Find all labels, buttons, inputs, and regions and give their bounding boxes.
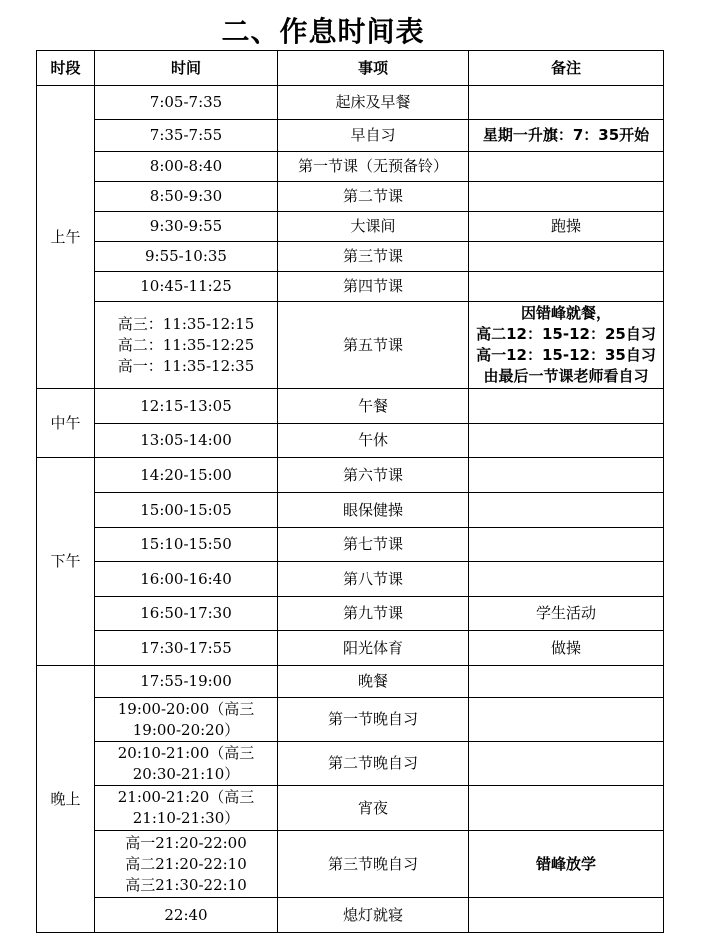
note-line: 高二12：15-12：25自习 <box>476 325 656 343</box>
note-cell <box>469 182 664 212</box>
item-cell: 第二节晚自习 <box>278 742 469 786</box>
time-line: 21:10-21:30） <box>132 809 240 827</box>
time-cell: 16:50-17:30 <box>95 597 278 631</box>
table-row <box>37 182 664 212</box>
note-cell <box>469 493 664 528</box>
table-row <box>37 786 664 831</box>
time-cell: 10:45-11:25 <box>95 272 278 302</box>
item-cell: 早自习 <box>278 120 469 152</box>
item-cell: 第三节课 <box>278 242 469 272</box>
time-line: 20:10-21:00（高三 <box>117 743 255 762</box>
time-cell <box>95 831 278 898</box>
time-line: 高三：11:35-12:15 <box>117 314 255 333</box>
time-cell: 22:40 <box>95 898 278 933</box>
note-cell <box>469 272 664 302</box>
table-row <box>37 389 664 424</box>
table-row <box>37 898 664 933</box>
item-cell: 第一节晚自习 <box>278 698 469 742</box>
time-line: 高二：11:35-12:25 <box>117 335 255 354</box>
table-row <box>37 562 664 597</box>
period-afternoon: 下午 <box>37 458 95 666</box>
period-noon: 中午 <box>37 389 95 458</box>
table-row <box>37 302 664 389</box>
page-title: 二、作息时间表 <box>221 15 425 48</box>
time-cell: 7:35-7:55 <box>95 120 278 152</box>
item-cell: 宵夜 <box>278 786 469 831</box>
item-cell: 起床及早餐 <box>278 86 469 120</box>
table-row <box>37 493 664 528</box>
note-cell <box>469 458 664 493</box>
table-row <box>37 458 664 493</box>
header-period: 时段 <box>37 51 95 86</box>
note-cell <box>469 152 664 182</box>
time-line: 高二21:20-22:10 <box>125 854 247 873</box>
time-cell <box>95 698 278 742</box>
note-cell <box>469 786 664 831</box>
item-cell: 晚餐 <box>278 666 469 698</box>
item-cell: 第五节课 <box>278 302 469 389</box>
time-cell: 13:05-14:00 <box>95 424 278 458</box>
time-cell: 14:20-15:00 <box>95 458 278 493</box>
time-line: 高三21:30-22:10 <box>125 875 247 894</box>
table-row <box>37 597 664 631</box>
item-cell: 第八节课 <box>278 562 469 597</box>
time-cell: 17:55-19:00 <box>95 666 278 698</box>
time-cell: 7:05-7:35 <box>95 86 278 120</box>
table-row <box>37 212 664 242</box>
time-cell <box>95 786 278 831</box>
time-cell <box>95 302 278 389</box>
item-cell: 第三节晚自习 <box>278 831 469 898</box>
schedule-table <box>36 50 664 933</box>
item-cell: 大课间 <box>278 212 469 242</box>
note-cell: 学生活动 <box>469 597 664 631</box>
item-cell: 午餐 <box>278 389 469 424</box>
note-cell <box>469 86 664 120</box>
header-note: 备注 <box>469 51 664 86</box>
table-row <box>37 631 664 666</box>
table-row <box>37 528 664 562</box>
table-row <box>37 120 664 152</box>
item-cell: 阳光体育 <box>278 631 469 666</box>
item-cell: 第一节课（无预备铃） <box>278 152 469 182</box>
time-cell: 9:30-9:55 <box>95 212 278 242</box>
time-line: 19:00-20:20） <box>132 720 240 739</box>
note-cell: 星期一升旗：7：35开始 <box>469 120 664 152</box>
time-cell: 9:55-10:35 <box>95 242 278 272</box>
table-row <box>37 86 664 120</box>
item-cell: 熄灯就寝 <box>278 898 469 933</box>
time-cell: 15:10-15:50 <box>95 528 278 562</box>
item-cell: 第九节课 <box>278 597 469 631</box>
time-cell: 12:15-13:05 <box>95 389 278 424</box>
time-line: 21:00-21:20（高三 <box>117 788 255 806</box>
time-cell: 8:00-8:40 <box>95 152 278 182</box>
note-cell <box>469 528 664 562</box>
header-row <box>37 51 664 86</box>
item-cell: 午休 <box>278 424 469 458</box>
note-line: 由最后一节课老师看自习 <box>483 367 649 385</box>
period-evening: 晚上 <box>37 666 95 933</box>
note-cell <box>469 302 664 389</box>
header-item: 事项 <box>278 51 469 86</box>
table-row <box>37 742 664 786</box>
note-line: 高一12：15-12：35自习 <box>476 346 656 364</box>
time-line: 高一：11:35-12:35 <box>117 356 255 375</box>
note-cell <box>469 242 664 272</box>
note-cell <box>469 424 664 458</box>
note-line: 因错峰就餐， <box>520 304 611 322</box>
period-morning: 上午 <box>37 86 95 389</box>
note-cell <box>469 562 664 597</box>
table-row <box>37 831 664 898</box>
note-cell <box>469 898 664 933</box>
time-cell: 16:00-16:40 <box>95 562 278 597</box>
item-cell: 第六节课 <box>278 458 469 493</box>
note-cell: 错峰放学 <box>469 831 664 898</box>
item-cell: 第二节课 <box>278 182 469 212</box>
time-line: 高一21:20-22:00 <box>125 833 247 852</box>
table-row <box>37 666 664 698</box>
time-cell <box>95 742 278 786</box>
time-cell: 8:50-9:30 <box>95 182 278 212</box>
table-row <box>37 152 664 182</box>
table-row <box>37 424 664 458</box>
table-row <box>37 242 664 272</box>
item-cell: 眼保健操 <box>278 493 469 528</box>
note-cell: 做操 <box>469 631 664 666</box>
item-cell: 第七节课 <box>278 528 469 562</box>
time-line: 20:30-21:10） <box>132 764 240 783</box>
note-cell <box>469 666 664 698</box>
note-cell <box>469 389 664 424</box>
table-row <box>37 272 664 302</box>
header-time: 时间 <box>95 51 278 86</box>
time-cell: 17:30-17:55 <box>95 631 278 666</box>
time-line: 19:00-20:00（高三 <box>117 699 255 718</box>
note-cell <box>469 698 664 742</box>
item-cell: 第四节课 <box>278 272 469 302</box>
time-cell: 15:00-15:05 <box>95 493 278 528</box>
table-row <box>37 698 664 742</box>
note-cell <box>469 742 664 786</box>
note-cell: 跑操 <box>469 212 664 242</box>
